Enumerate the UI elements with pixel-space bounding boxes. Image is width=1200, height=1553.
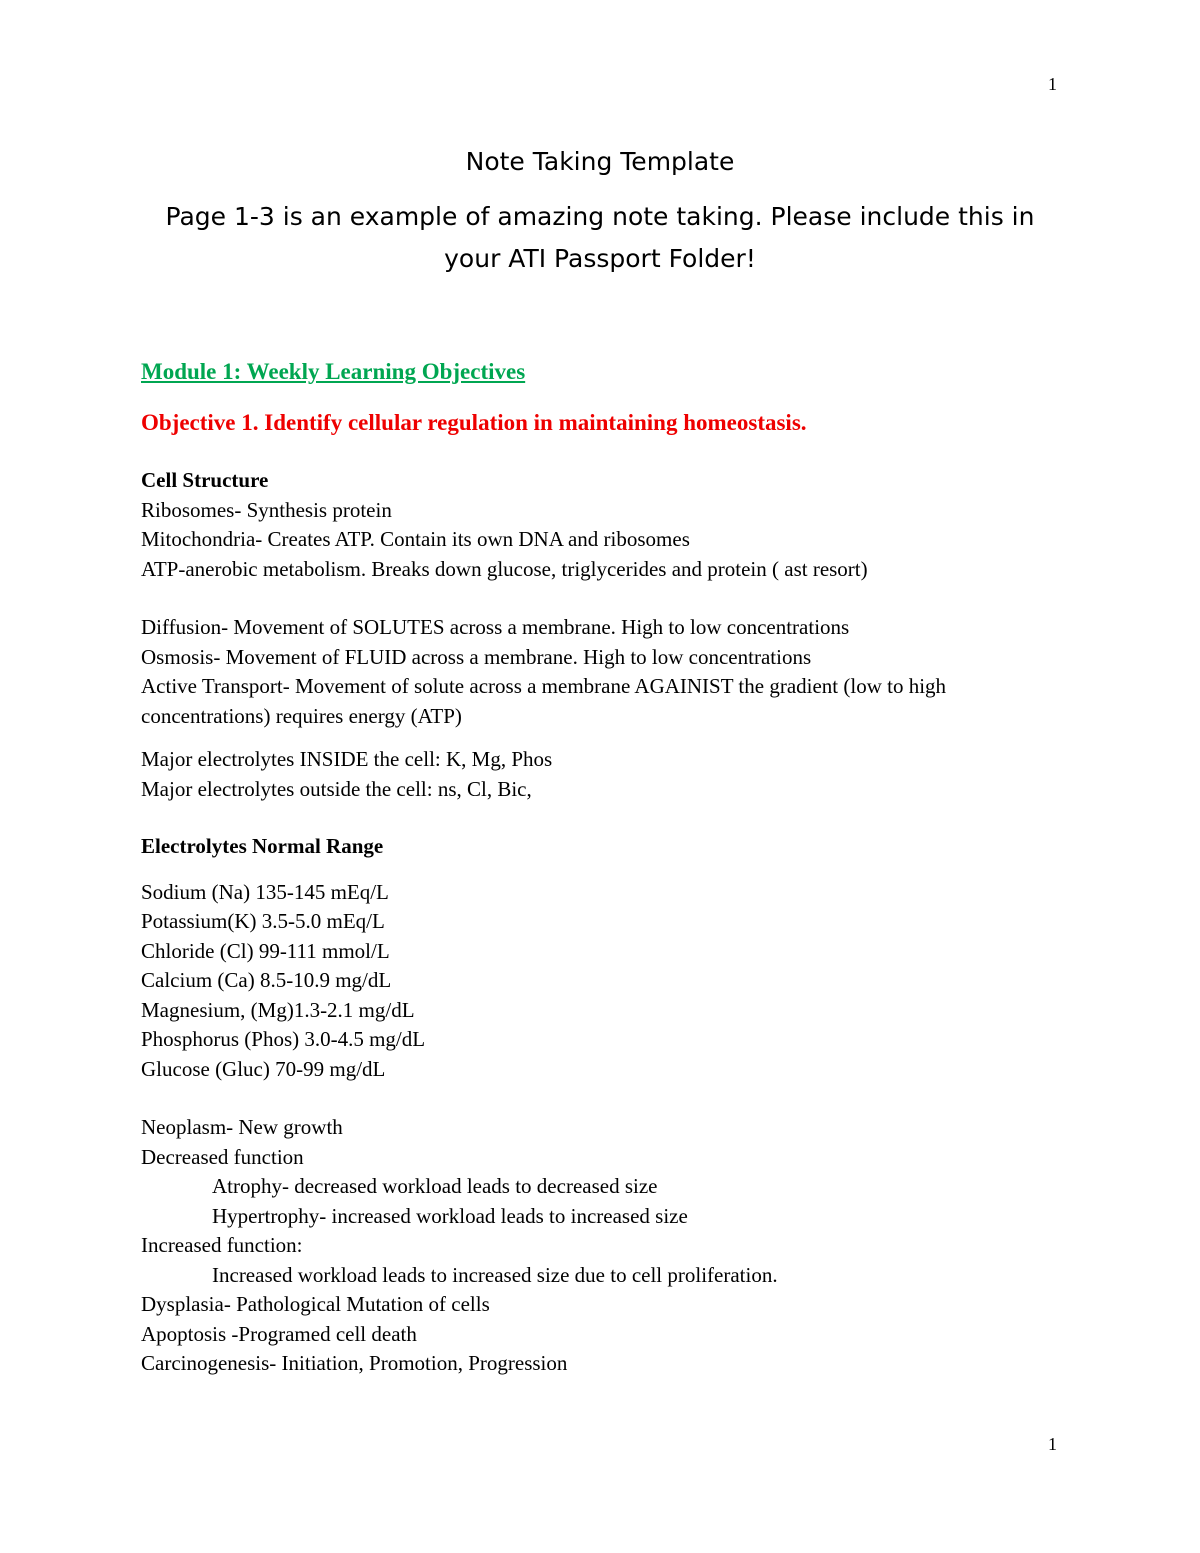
page-number-bottom: 1 [1048, 1434, 1057, 1454]
electrolyte-range-item: Phosphorus (Phos) 3.0-4.5 mg/dL [141, 1027, 426, 1051]
page-number-top: 1 [1048, 74, 1057, 94]
hypertrophy-line: Hypertrophy- increased workload leads to increased size [212, 1203, 688, 1228]
dysplasia-line: Dysplasia- Pathological Mutation of cells [141, 1292, 490, 1316]
atrophy-line: Atrophy- decreased workload leads to decreased size [212, 1174, 658, 1198]
electrolyte-range-item: Magnesium, (Mg)1.3-2.1 mg/dL [141, 997, 415, 1022]
module-heading: Module 1: Weekly Learning Objectives [141, 359, 526, 384]
spacer [141, 804, 1061, 832]
neoplasm-line: Neoplasm- New growth [141, 1115, 343, 1139]
electrolyte-range-item: Chloride (Cl) 99-111 mmol/L [141, 938, 390, 963]
cell-structure-line: Ribosomes- Synthesis protein [141, 497, 392, 522]
transport-line: Diffusion- Movement of SOLUTES across a membrane. High to low concentrations [141, 615, 850, 639]
electrolyte-range-item: Potassium(K) 3.5-5.0 mEq/L [141, 909, 385, 933]
spacer [141, 731, 1061, 745]
objective-heading: Objective 1. Identify cellular regulation in maintaining homeostasis. [141, 410, 807, 435]
cell-structure-line: Mitochondria- Creates ATP. Contain its own DNA and ribosomes [141, 527, 690, 551]
transport-line: Osmosis- Movement of FLUID across a membrane. High to low concentrations [141, 644, 812, 669]
electrolyte-range-item: Sodium (Na) 135-145 mEq/L [141, 879, 389, 904]
cell-structure-line: ATP-anerobic metabolism. Breaks down glucose, triglycerides and protein ( ast resort) [141, 556, 868, 581]
document-subtitle [160, 196, 1040, 280]
increased-function-detail: Increased workload leads to increased size due to cell proliferation. [212, 1262, 778, 1287]
title-block [0, 140, 1200, 280]
carcinogenesis-line: Carcinogenesis- Initiation, Promotion, Progression [141, 1351, 568, 1375]
electrolyte-range-item: Calcium (Ca) 8.5-10.9 mg/dL [141, 968, 392, 992]
decreased-function-line: Decreased function [141, 1144, 304, 1169]
electrolyte-location-line: Major electrolytes INSIDE the cell: K, Mg, Phos [141, 747, 553, 771]
electrolyte-range-item: Glucose (Gluc) 70-99 mg/dL [141, 1056, 386, 1081]
document-subtitle-text: Page 1-3 is an example of amazing note taking. Please include this in your ATI Passport Folder! [165, 202, 1035, 273]
cell-structure-heading: Cell Structure [141, 468, 269, 492]
apoptosis-line: Apoptosis -Programed cell death [141, 1321, 417, 1346]
spacer [141, 584, 1061, 613]
spacer [141, 862, 1061, 878]
electrolyte-location-line: Major electrolytes outside the cell: ns, Cl, Bic, [141, 776, 532, 801]
increased-function-line: Increased function: [141, 1233, 303, 1257]
document-title: Note Taking Template [465, 147, 735, 176]
transport-line: Active Transport- Movement of solute across a membrane AGAINIST the gradient (low to high concentrations) requires energy (ATP) [141, 674, 947, 728]
spacer [141, 1084, 1061, 1113]
electrolytes-heading: Electrolytes Normal Range [141, 834, 384, 858]
notes-content [141, 355, 1061, 1379]
